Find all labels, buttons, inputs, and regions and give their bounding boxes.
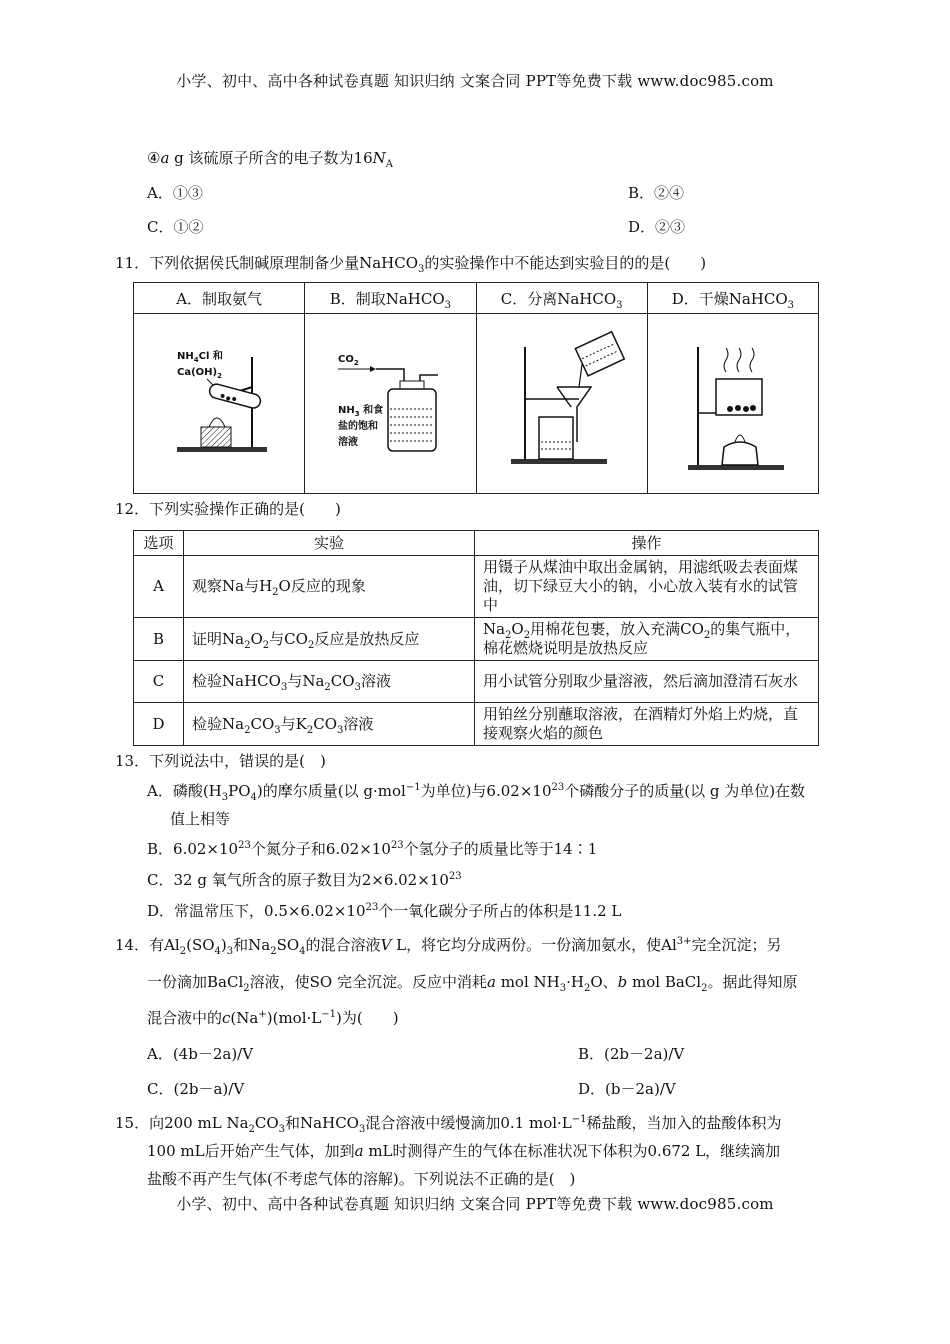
q13-option-d: D．常温常压下，$0.5\times 6.02\times 10^{23}$个一氧化碳分子所占的体积是11.2 L	[147, 902, 622, 920]
q14-option-b: B．(2b－2a)/V	[578, 1045, 685, 1063]
q11-apparatus-table	[133, 282, 819, 494]
q12-row-b-experiment: 证明$Na_2O_2$与$CO_2$反应是放热反应	[184, 618, 475, 661]
q11-figure-b-cell	[305, 314, 476, 494]
q10-option-d: D．②③	[628, 218, 686, 236]
q12-col-experiment: 实验	[184, 531, 475, 556]
q12-row-c-experiment: 检验NaHCO$_3$与$Na_2CO_3$溶液	[184, 661, 475, 703]
q13-option-a: A．磷酸$(H_3PO_4)$的摩尔质量(以 g·mol$^{-1}$为单位)与$6.02\times 10^{23}$个磷酸分子的质量(以 g 为单位)在数	[147, 782, 806, 803]
bicarbonate-bottle-figure	[308, 317, 473, 487]
filtration-apparatus-figure	[479, 317, 644, 487]
q11-stem: 11．下列依据侯氏制碱原理制备少量NaHCO$_3$的实验操作中不能达到实验目的的是( )	[115, 254, 707, 275]
page-header: 小学、初中、高中各种试卷真题 知识归纳 文案合同 PPT等免费下载 www.doc985.com	[176, 72, 774, 90]
q11-header-c: C．分离NaHCO$_3$	[476, 283, 647, 314]
q13-stem: 13．下列说法中，错误的是( )	[115, 752, 326, 770]
q12-row-b-operation: $Na_2O_2$用棉花包裹，放入充满$CO_2$的集气瓶中，棉花燃烧说明是放热反应	[474, 618, 818, 661]
q12-row-a-operation: 用镊子从煤油中取出金属钠，用滤纸吸去表面煤油，切下绿豆大小的钠，小心放入装有水的试管中	[474, 556, 818, 618]
q12-col-operation: 操作	[474, 531, 818, 556]
q15-line3: 盐酸不再产生气体(不考虑气体的溶解)。下列说法不正确的是( )	[147, 1170, 576, 1188]
svg-text:溶液: 溶液	[337, 436, 358, 448]
q10-item4: ④a g 该硫原子所含的电子数为$16N_A$	[147, 149, 393, 170]
q11-figure-d-cell	[647, 314, 818, 494]
table-row	[134, 618, 819, 661]
q14-line3: 混合液中的$c(Na^+)(mol\cdot L^{-1})$为( )	[147, 1009, 399, 1027]
q13-option-b: B．$6.02\times 10^{23}$个氮分子和$6.02\times 10^{23}$个氢分子的质量比等于14∶1	[147, 840, 598, 858]
q11-figure-a-cell	[134, 314, 305, 494]
q14-option-d: D．(b－2a)/V	[578, 1080, 676, 1098]
table-row	[134, 703, 819, 746]
q13-option-a-cont: 值上相等	[170, 810, 231, 828]
q14-option-a: A．(4b－2a)/V	[147, 1045, 254, 1063]
q12-row-d-option: D	[134, 703, 184, 746]
q12-row-d-operation: 用铂丝分别蘸取溶液，在酒精灯外焰上灼烧，直接观察火焰的颜色	[474, 703, 818, 746]
q12-row-b-option: B	[134, 618, 184, 661]
q12-row-c-option: C	[134, 661, 184, 703]
svg-text:Ca(OH)2: $Ca(OH)_2$	[176, 366, 222, 380]
table-row	[134, 661, 819, 703]
q12-row-a-option: A	[134, 556, 184, 618]
q14-line1: 14．有$Al_2(SO_4)_3$和$Na_2SO_4$的混合溶液V L，将它均分成两份。一份滴加氨水，使$Al^{3+}$完全沉淀；另	[115, 936, 782, 957]
q12-col-option: 选项	[134, 531, 184, 556]
ammonia-apparatus-figure	[137, 317, 302, 487]
svg-text:NH3 和食: $NH_3$ 和食	[337, 404, 383, 418]
q12-row-c-operation: 用小试管分别取少量溶液，然后滴加澄清石灰水	[474, 661, 818, 703]
svg-text:CO2: $CO_2$	[337, 353, 359, 367]
q12-row-d-experiment: 检验$Na_2CO_3$与$K_2CO_3$溶液	[184, 703, 475, 746]
q10-option-c: C．①②	[147, 218, 204, 236]
q10-option-b: B．②④	[628, 184, 685, 202]
drying-apparatus-figure	[650, 317, 815, 487]
q14-line2: 一份滴加BaCl$_2$溶液，使SO 完全沉淀。反应中消耗a mol $NH_3\cdot H_2O$、b mol BaCl$_2$。据此得知原	[147, 973, 798, 994]
q14-option-c: C．(2b－a)/V	[147, 1080, 245, 1098]
q12-stem: 12．下列实验操作正确的是( )	[115, 500, 341, 518]
page-footer: 小学、初中、高中各种试卷真题 知识归纳 文案合同 PPT等免费下载 www.doc985.com	[176, 1195, 774, 1213]
q11-header-b: B．制取NaHCO$_3$	[305, 283, 476, 314]
q11-header-d: D．干燥NaHCO$_3$	[647, 283, 818, 314]
q12-row-a-experiment: 观察Na与$H_2O$反应的现象	[184, 556, 475, 618]
q12-table	[133, 530, 819, 746]
table-row	[134, 556, 819, 618]
q15-line1: 15．向200 mL $Na_2CO_3$和NaHCO$_3$混合溶液中缓慢滴加0.1 $mol\cdot L^{-1}$稀盐酸，当加入的盐酸体积为	[115, 1114, 782, 1135]
q11-figure-c-cell	[476, 314, 647, 494]
svg-text:盐的饱和: 盐的饱和	[337, 420, 378, 432]
q10-option-a: A．①③	[147, 184, 203, 202]
q11-header-a: A．制取氨气	[134, 283, 305, 314]
svg-text:NH4Cl 和: $NH_4Cl$ 和	[176, 350, 223, 364]
q15-line2: 100 mL后开始产生气体，加到a mL时测得产生的气体在标准状况下体积为0.672 L，继续滴加	[147, 1142, 781, 1160]
q13-option-c: C．32 g 氧气所含的原子数目为$2\times 6.02\times 10^{23}$	[147, 871, 462, 889]
